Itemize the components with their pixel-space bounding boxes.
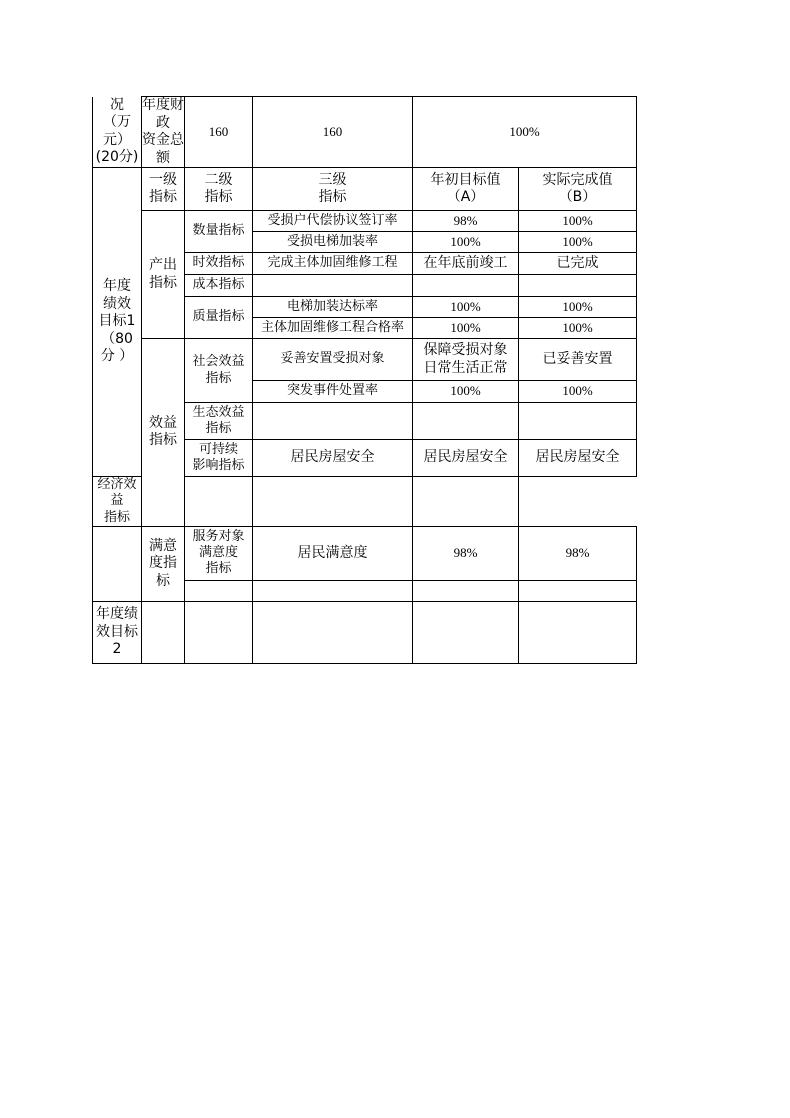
header-target: 年初目标值 （A） [413,168,519,211]
quality-actual-2: 100% [519,318,637,339]
quantity-target-2: 100% [413,232,519,253]
budget-value-2: 160 [253,97,413,168]
ecological-target [413,403,519,440]
timeliness-name: 完成主体加固维修工程 [253,253,413,275]
satisfaction-name: 居民满意度 [253,526,413,580]
social-target-1: 保障受损对象 日常生活正常 [413,339,519,381]
goal2-empty-5 [519,601,637,663]
goal1-label-tail [93,526,142,580]
sustainable-actual: 居民房屋安全 [519,440,637,477]
economic-label: 经济效益 指标 [93,477,142,527]
quantity-name-1: 受损户代偿协议签订率 [253,211,413,232]
ecological-actual [519,403,637,440]
benefit-label: 效益 指标 [142,339,185,527]
header-level1: 一级 指标 [142,168,185,211]
budget-value-1: 160 [185,97,253,168]
header-actual: 实际完成值 （B） [519,168,637,211]
economic-target [253,477,413,527]
cost-name [253,275,413,297]
sustainable-label: 可持续 影响指标 [185,440,253,477]
quality-name-2: 主体加固维修工程合格率 [253,318,413,339]
budget-rate: 100% [413,97,637,168]
quantity-actual-1: 100% [519,211,637,232]
quality-target-2: 100% [413,318,519,339]
satisfaction-label: 满意 度指 标 [142,526,185,601]
header-level2: 二级 指标 [185,168,253,211]
goal2-empty-2 [185,601,253,663]
social-name-2: 突发事件处置率 [253,381,413,403]
quality-label: 质量指标 [185,297,253,339]
goal2-label: 年度绩 效目标 2 [93,601,142,663]
quality-name-1: 电梯加装达标率 [253,297,413,318]
quantity-name-2: 受损电梯加装率 [253,232,413,253]
satisfaction-empty-3 [253,580,413,601]
goal1-label-tail-2 [93,580,142,601]
ecological-name [253,403,413,440]
satisfaction-target: 98% [413,526,519,580]
timeliness-target: 在年底前竣工 [413,253,519,275]
satisfaction-actual: 98% [519,526,637,580]
cost-target [413,275,519,297]
output-label: 产出 指标 [142,211,185,339]
cost-actual [519,275,637,297]
social-target-2: 100% [413,381,519,403]
quantity-target-1: 98% [413,211,519,232]
timeliness-label: 时效指标 [185,253,253,275]
budget-label: 况 （万元） (20分) [93,97,142,168]
social-name-1: 妥善安置受损对象 [253,339,413,381]
header-level3: 三级 指标 [253,168,413,211]
economic-actual [413,477,519,527]
satisfaction-sub-label: 服务对象 满意度 指标 [185,526,253,580]
satisfaction-empty-5 [519,580,637,601]
sustainable-target: 居民房屋安全 [413,440,519,477]
budget-item: 年度财政 资金总额 [142,97,184,166]
economic-name [185,477,253,527]
quantity-label: 数量指标 [185,211,253,253]
goal2-empty-3 [253,601,413,663]
goal2-empty-4 [413,601,519,663]
cost-label: 成本指标 [185,275,253,297]
sustainable-name: 居民房屋安全 [253,440,413,477]
performance-table [92,96,637,664]
timeliness-actual: 已完成 [519,253,637,275]
quality-target-1: 100% [413,297,519,318]
ecological-label: 生态效益 指标 [185,403,253,440]
social-label: 社会效益 指标 [185,339,253,403]
satisfaction-empty-2 [185,580,253,601]
social-actual-1: 已妥善安置 [519,339,637,381]
quantity-actual-2: 100% [519,232,637,253]
quality-actual-1: 100% [519,297,637,318]
goal2-empty-1 [142,601,185,663]
goal1-label: 年度 绩效 目标1 （80 分 ） [93,168,142,477]
satisfaction-empty-4 [413,580,519,601]
social-actual-2: 100% [519,381,637,403]
